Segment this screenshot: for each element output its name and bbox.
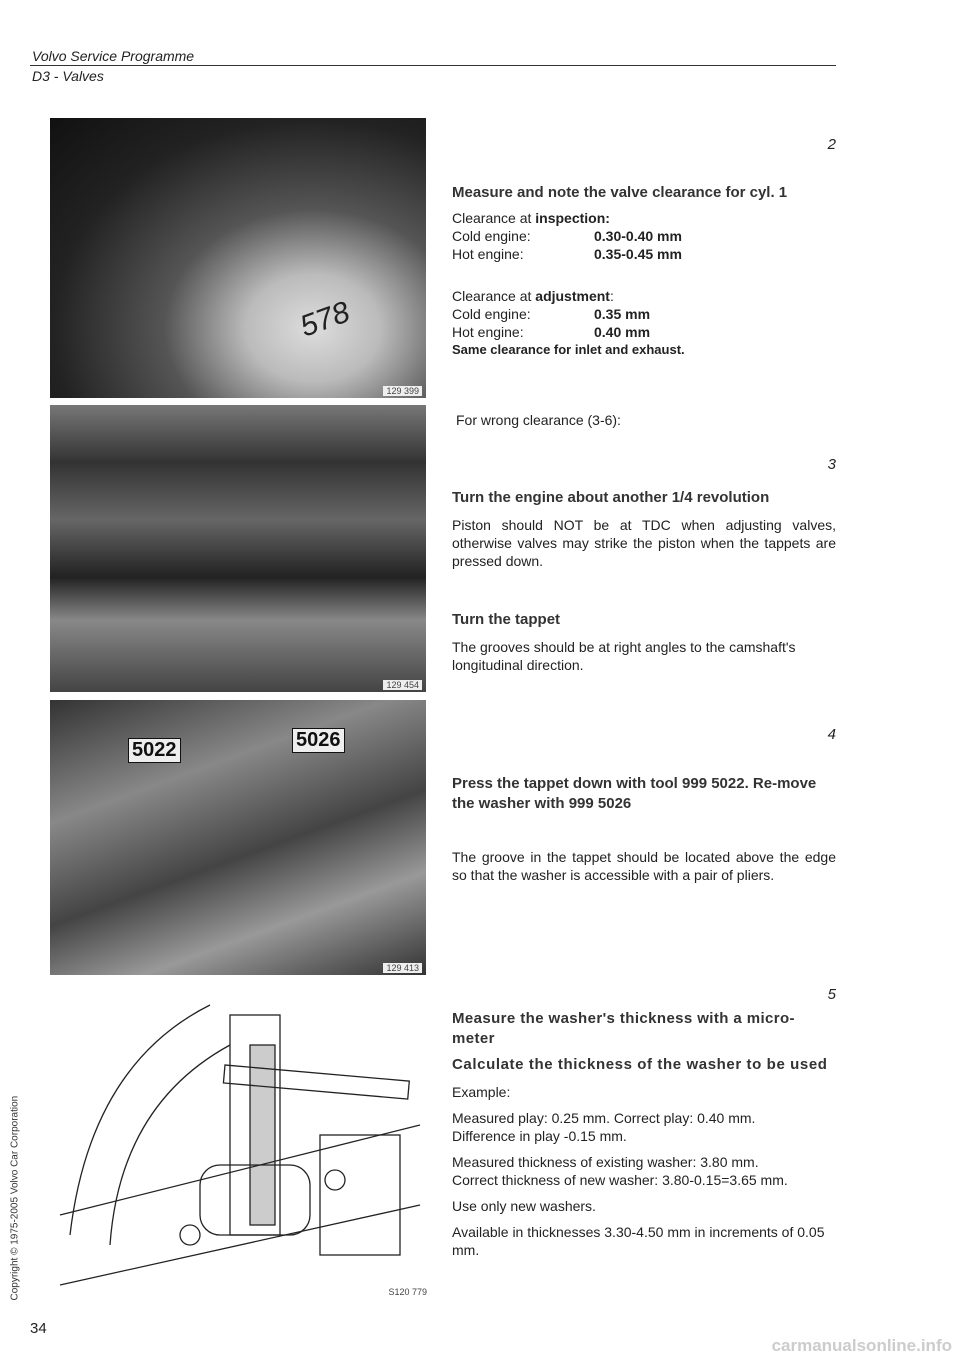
spec-row: Hot engine: 0.40 mm: [452, 324, 651, 340]
page-number: 34: [30, 1320, 47, 1337]
text: Piston should NOT be at TDC when adjusting valves, otherwise valves may strike the piston when the tappets are pressed down.: [452, 517, 836, 569]
figure-id: 129 454: [383, 680, 422, 690]
text: adjustment: [535, 288, 610, 304]
text: Correct thickness of new washer: 3.80-0.15=3.65 mm.: [452, 1172, 788, 1188]
text: Clearance at: [452, 210, 536, 226]
line-drawing: [50, 985, 426, 1295]
step-heading: Calculate the thickness of the washer to be used: [452, 1056, 828, 1073]
note: Same clearance for inlet and exhaust.: [452, 342, 685, 357]
step-heading: Measure and note the valve clearance for cyl. 1: [452, 184, 788, 201]
photo-annotation: 578: [295, 295, 355, 344]
step-number: 2: [827, 136, 836, 153]
tool-label-5022: 5022: [128, 738, 181, 763]
text: Use only new washers.: [452, 1198, 596, 1214]
drawing-micrometer: [50, 985, 426, 1295]
header-section: D3 - Valves: [32, 68, 104, 84]
text: Measured play: 0.25 mm. Correct play: 0.40 mm.: [452, 1110, 756, 1126]
step-number: 4: [827, 726, 836, 743]
step-heading: Measure the washer's thickness with a micro-meter: [452, 1010, 795, 1047]
text: Difference in play -0.15 mm.: [452, 1128, 627, 1144]
photo-feeler-gauge: [50, 118, 426, 398]
text: Example:: [452, 1084, 511, 1100]
text: The groove in the tappet should be located above the edge so that the washer is accessible with a pair of pliers.: [452, 849, 836, 883]
tool-label-5026: 5026: [292, 728, 345, 753]
text: For wrong clearance (3-6):: [456, 412, 621, 428]
step-2: Measure and note the valve clearance for cyl. 1 Clearance at inspection: Cold engine: 0.30-0.40 mm Hot engine: 0.35-0.45 mm Clearance at adjustment: Cold engine: 0.35 mm Hot engine: 0.40 mm Same clearance for inlet and exhaust. For wrong clearance (3-6):: [452, 183, 836, 429]
step-heading: Turn the engine about another 1/4 revolution: [452, 489, 770, 506]
photo-tools: [50, 700, 426, 975]
text: The grooves should be at right angles to the camshaft's longitudinal direction.: [452, 639, 796, 673]
step-heading: Press the tappet down with tool 999 5022. Re-move the washer with 999 5026: [452, 775, 817, 812]
step-5: [452, 1009, 836, 1259]
spec-row: Cold engine: 0.30-0.40 mm: [452, 228, 682, 244]
spec-row: Cold engine: 0.35 mm: [452, 306, 651, 322]
figure-id: 129 413: [383, 963, 422, 973]
spec-row: Hot engine: 0.35-0.45 mm: [452, 246, 682, 262]
figure-id: S120 779: [388, 1287, 427, 1297]
text: Clearance at: [452, 288, 536, 304]
step-3: [452, 488, 836, 674]
watermark: carmanualsonline.info: [771, 1336, 952, 1355]
header-title: Volvo Service Programme: [32, 48, 195, 64]
text: Available in thicknesses 3.30-4.50 mm in increments of 0.05 mm.: [452, 1224, 825, 1258]
text: inspection:: [535, 210, 610, 226]
header-rule: [30, 65, 836, 66]
step-heading: Turn the tappet: [452, 611, 561, 628]
copyright: Copyright © 1975-2005 Volvo Car Corporation: [9, 1095, 21, 1301]
text: Measured thickness of existing washer: 3.80 mm.: [452, 1154, 759, 1170]
step-4: [452, 774, 836, 884]
figure-id: 129 399: [383, 386, 422, 396]
photo-camshaft: [50, 405, 426, 692]
step-number: 5: [827, 986, 836, 1003]
step-number: 3: [827, 456, 836, 473]
